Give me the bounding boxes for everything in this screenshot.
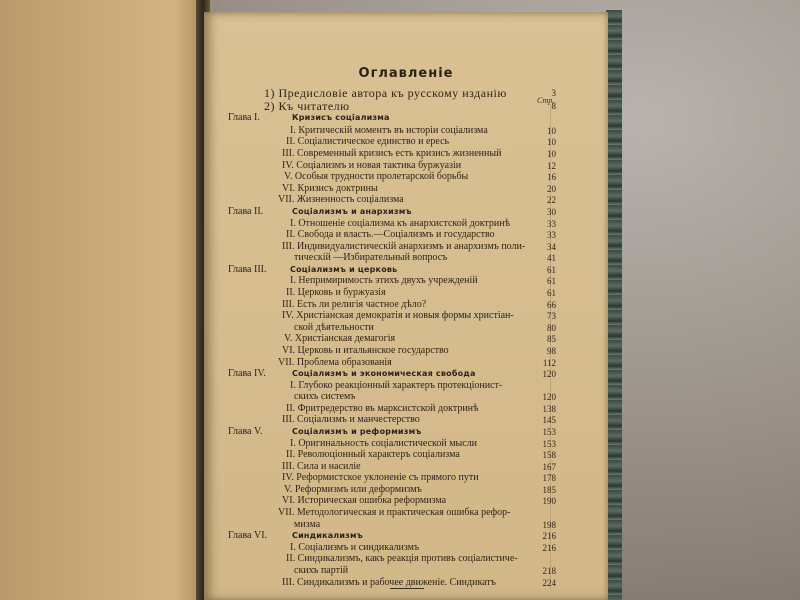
- entry-title: VI. Кризисъ доктрины: [282, 183, 378, 194]
- entry-title: Соціализмъ и экономическая свобода: [292, 369, 476, 378]
- marbled-cover-edge: [606, 10, 622, 600]
- entry-title: I. Глубоко реакціонный характеръ протекціонист-: [290, 380, 503, 391]
- entry-title: II. Церковь и буржуазія: [286, 287, 386, 298]
- chapter-number: Глава II.: [228, 206, 264, 217]
- toc-preface-entry: [204, 100, 608, 112]
- entry-title: I. Оригинальность соціалистической мысли: [290, 438, 478, 449]
- toc-entry: [204, 507, 608, 519]
- entry-page-number: 8: [551, 101, 556, 111]
- table-of-contents-page: [204, 12, 608, 600]
- toc-preface-entry: [204, 87, 608, 99]
- entry-title: 2) Къ читателю: [264, 99, 350, 113]
- entry-page-number: 190: [542, 496, 556, 506]
- entry-title: III. Индивидуалистическій анархизмъ и анархизмъ поли-: [282, 241, 526, 252]
- entry-title: I. Соціализмъ и синдикализмъ: [290, 542, 420, 553]
- entry-page-number: 198: [542, 520, 556, 530]
- entry-title: VII. Проблема образованія: [278, 357, 392, 368]
- entry-title: 1) Предисловіе автора къ русскому изданію: [264, 86, 507, 100]
- entry-page-number: 61: [547, 265, 556, 275]
- entry-page-number: 218: [542, 566, 556, 576]
- entry-title: VI. Историческая ошибка реформизма: [282, 495, 447, 506]
- entry-page-number: 10: [547, 137, 556, 147]
- toc-entry: [204, 472, 608, 484]
- entry-page-number: 158: [542, 450, 556, 460]
- entry-title: VII. Методологическая и практическая ошибка рефор-: [278, 507, 511, 518]
- entry-title: Соціализмъ и церковь: [290, 265, 398, 274]
- entry-page-number: 33: [547, 230, 556, 240]
- toc-chapter-heading: [204, 530, 608, 542]
- toc-entry: [204, 252, 608, 264]
- entry-title: мизма: [294, 519, 321, 530]
- entry-title: I. Отношеніе соціализма къ анархистской доктринѣ: [290, 218, 511, 229]
- entry-page-number: 73: [547, 311, 556, 321]
- entry-page-number: 41: [547, 253, 556, 263]
- toc-entry: [204, 449, 608, 461]
- toc-entry: [204, 275, 608, 287]
- toc-entry: [204, 565, 608, 577]
- entry-page-number: 216: [542, 543, 556, 553]
- entry-page-number: 16: [547, 172, 556, 182]
- chapter-number: Глава VI.: [228, 530, 268, 541]
- entry-page-number: 224: [542, 578, 556, 588]
- chapter-number: Глава III.: [228, 264, 267, 275]
- toc-entry: [204, 194, 608, 206]
- toc-entry: [204, 345, 608, 357]
- toc-entry: [204, 287, 608, 299]
- entry-page-number: 185: [542, 485, 556, 495]
- entry-page-number: 98: [547, 346, 556, 356]
- entry-title: Соціализмъ и анархизмъ: [292, 207, 412, 216]
- entry-page-number: 120: [542, 369, 556, 379]
- entry-title: III. Соціализмъ и манчестерство: [282, 414, 420, 425]
- entry-title: V. Христіанская демагогія: [284, 333, 396, 344]
- entry-page-number: 61: [547, 276, 556, 286]
- entry-title: IV. Христіанская демократія и новыя формы христіан-: [282, 310, 514, 321]
- entry-page-number: 138: [542, 404, 556, 414]
- entry-page-number: 80: [547, 323, 556, 333]
- toc-chapter-heading: [204, 112, 608, 124]
- entry-title: Кризисъ соціализма: [292, 113, 390, 122]
- toc-chapter-heading: [204, 206, 608, 218]
- entry-title: II. Свобода и власть.—Соціализмъ и государство: [286, 229, 495, 240]
- left-page-blank: [0, 0, 205, 600]
- entry-title: VI. Церковь и итальянское государство: [282, 345, 449, 356]
- entry-title: V. Реформизмъ или деформизмъ: [284, 484, 422, 495]
- entry-title: Синдикализмъ: [292, 531, 363, 540]
- entry-title: VII. Жизненность соціализма: [278, 194, 404, 205]
- entry-page-number: 34: [547, 242, 556, 252]
- entry-page-number: 145: [542, 415, 556, 425]
- entry-title: скихъ партій: [294, 565, 349, 576]
- entry-page-number: 153: [542, 439, 556, 449]
- entry-page-number: 112: [542, 358, 556, 368]
- toc-entry: [204, 391, 608, 403]
- entry-page-number: 153: [542, 427, 556, 437]
- entry-title: I. Критическій моментъ въ исторіи соціализма: [290, 125, 488, 136]
- entry-title: скихъ системъ: [294, 391, 356, 402]
- entry-page-number: 10: [547, 126, 556, 136]
- entry-title: III. Синдикализмъ и рабочее движеніе. Синдикатъ: [282, 577, 496, 588]
- entry-title: Соціализмъ и реформизмъ: [292, 427, 422, 436]
- entry-title: II. Революціонный характеръ соціализма: [286, 449, 460, 460]
- entry-page-number: 61: [547, 288, 556, 298]
- toc-entry: [204, 229, 608, 241]
- entry-title: III. Есть ли религія частное дѣло?: [282, 299, 427, 310]
- end-rule: [390, 588, 424, 589]
- toc-entry: [204, 136, 608, 148]
- entry-title: II. Соціалистическое единство и ересь: [286, 136, 450, 147]
- page-column-label: Стр.: [537, 96, 555, 105]
- toc-entry: [204, 414, 608, 426]
- entry-title: ской дѣятельности: [294, 322, 374, 333]
- entry-title: тическій —Избирательный вопросъ: [294, 252, 448, 263]
- entry-title: IV. Реформистское уклоненіе съ прямого пути: [282, 472, 479, 483]
- entry-page-number: 33: [547, 219, 556, 229]
- entry-page-number: 30: [547, 207, 556, 217]
- entry-title: I. Непримиримость этихъ двухъ учрежденій: [290, 275, 478, 286]
- entry-title: II. Синдикализмъ, какъ реакція противъ соціалистиче-: [286, 553, 518, 564]
- chapter-number: Глава V.: [228, 426, 263, 437]
- entry-page-number: 120: [542, 392, 556, 402]
- entry-title: IV. Соціализмъ и новая тактика буржуазіи: [282, 160, 462, 171]
- entry-page-number: 12: [547, 161, 556, 171]
- entry-page-number: 178: [542, 473, 556, 483]
- entry-page-number: 216: [542, 531, 556, 541]
- entry-page-number: 22: [547, 195, 556, 205]
- toc-entry: [204, 553, 608, 565]
- entry-title: V. Особыя трудности пролетарской борьбы: [284, 171, 469, 182]
- toc-title: Оглавленіе: [358, 66, 454, 81]
- entry-title: III. Современный кризисъ есть кризисъ жизненный: [282, 148, 502, 159]
- entry-page-number: 3: [551, 88, 556, 98]
- toc-entry: [204, 310, 608, 322]
- toc-entry: [204, 171, 608, 183]
- chapter-number: Глава IV.: [228, 368, 266, 379]
- entry-page-number: 85: [547, 334, 556, 344]
- entry-title: III. Сила и насиліе: [282, 461, 361, 472]
- entry-page-number: 20: [547, 184, 556, 194]
- toc-chapter-heading: [204, 426, 608, 438]
- toc-entry: [204, 333, 608, 345]
- entry-page-number: 66: [547, 300, 556, 310]
- chapter-number: Глава I.: [228, 112, 260, 123]
- toc-entry: [204, 148, 608, 160]
- entry-title: II. Фритредерство въ марксистской доктринѣ: [286, 403, 479, 414]
- entry-page-number: 167: [542, 462, 556, 472]
- toc-entry: [204, 495, 608, 507]
- entry-page-number: 10: [547, 149, 556, 159]
- toc-chapter-heading: [204, 368, 608, 380]
